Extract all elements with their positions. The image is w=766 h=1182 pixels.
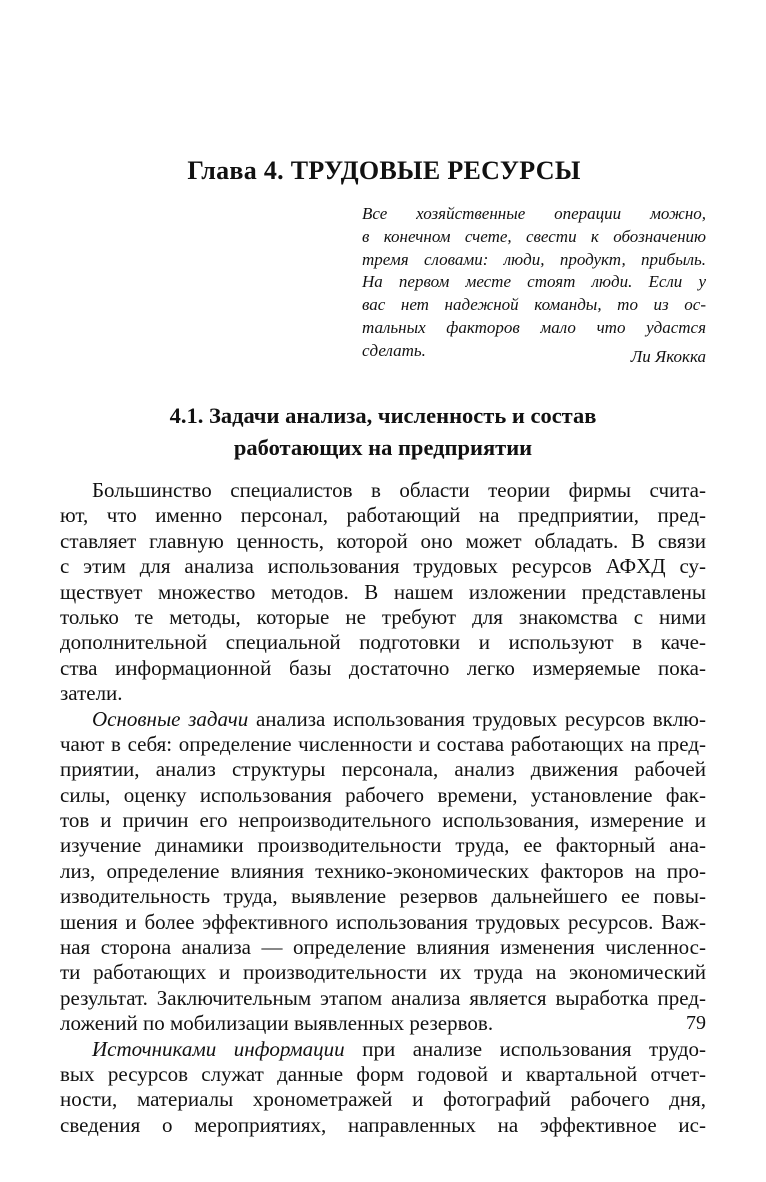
paragraph-line: ложений по мобилизации выявленных резервов. xyxy=(60,1011,494,1036)
paragraph-line: с этим для анализа использования трудовых ресурсов АФХД су- xyxy=(60,554,706,579)
paragraph-line: ществует множество методов. В нашем изложении представлены xyxy=(60,579,706,604)
section-title xyxy=(0,400,766,464)
paragraph-line: только те методы, которые не требуют для знакомства с ними xyxy=(60,604,706,629)
paragraph-line: приятии, анализ структуры персонала, анализ движения рабочей xyxy=(60,757,706,782)
paragraph-line xyxy=(60,1037,706,1062)
paragraph-line: вых ресурсов служат данные форм годовой и квартальной отчет- xyxy=(60,1061,706,1086)
emphasis-text: Источниками информации xyxy=(92,1036,345,1061)
paragraph-line: затели. xyxy=(60,681,123,706)
paragraph-line: дополнительной специальной подготовки и используют в каче- xyxy=(60,630,706,655)
page-number: 79 xyxy=(686,1012,706,1034)
epigraph-line: в конечном счете, свести к обозначению xyxy=(362,226,706,246)
epigraph-line: Все хозяйственные операции можно, xyxy=(362,204,706,223)
paragraph-line: изводительность труда, выявление резервов дальнейшего ее повы- xyxy=(60,884,706,909)
paragraph-line: ности, материалы хронометражей и фотографий рабочего дня, xyxy=(60,1087,706,1112)
paragraph-line: сведения о мероприятиях, направленных на эффективное ис- xyxy=(60,1112,706,1137)
chapter-title: Глава 4. ТРУДОВЫЕ РЕСУРСЫ xyxy=(187,156,581,185)
paragraph-line: ти работающих и производительности их труда на экономический xyxy=(60,960,706,985)
paragraph-line-text: анализа использования трудовых ресурсов вклю- xyxy=(248,706,706,731)
section-title-line: работающих на предприятии xyxy=(233,435,533,460)
paragraph-line: шения и более эффективного использования трудовых ресурсов. Важ- xyxy=(60,909,706,934)
paragraph-line: изучение динамики производительности труда, ее факторный ана- xyxy=(60,833,706,858)
epigraph-line: тальных факторов мало что удастся xyxy=(362,317,706,337)
epigraph-line: сделать. xyxy=(362,340,426,360)
paragraph-line: тов и причин его непроизводительного использования, измерение и xyxy=(60,808,706,833)
paragraph-line-text: при анализе использования трудо- xyxy=(344,1036,707,1061)
paragraph-line: ют, что именно персонал, работающий на предприятии, пред- xyxy=(60,503,706,528)
epigraph-author: Ли Якокка xyxy=(630,347,706,366)
paragraph-line: силы, оценку использования рабочего времени, установление фак- xyxy=(60,782,706,807)
paragraph-line: ства информационной базы достаточно легко измеряемые пока- xyxy=(60,655,706,680)
paragraph-line: Большинство специалистов в области теории фирмы счита- xyxy=(92,478,706,502)
epigraph-line: На первом месте стоят люди. Если у xyxy=(362,272,706,292)
paragraph-line: лиз, определение влияния технико-экономических факторов на про- xyxy=(60,858,706,883)
epigraph-line: тремя словами: люди, продукт, прибыль. xyxy=(362,249,706,269)
emphasis-text: Основные задачи xyxy=(92,706,249,731)
epigraph-line: вас нет надежной команды, то из ос- xyxy=(362,295,706,315)
epigraph xyxy=(362,203,706,363)
paragraph-line: чают в себя: определение численности и состава работающих на пред- xyxy=(60,731,706,756)
section-title-line: 4.1. Задачи анализа, численность и состав xyxy=(169,403,597,428)
paragraph-line xyxy=(60,707,706,732)
paragraph-line: ная сторона анализа — определение влияния изменения численнос- xyxy=(60,935,706,960)
paragraph-line: ставляет главную ценность, которой оно может обладать. В связи xyxy=(60,528,706,553)
body-text xyxy=(60,478,706,1138)
paragraph-line: результат. Заключительным этапом анализа является выработка пред- xyxy=(60,985,706,1010)
